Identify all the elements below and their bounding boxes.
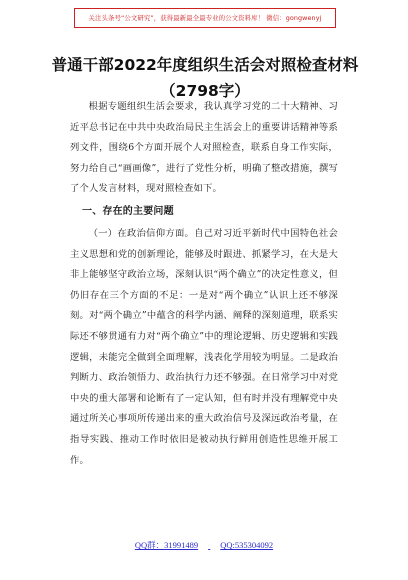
promo-banner: 关注头条号“公文研究”，获得最新最全最专业的公文资料库！ 微信：gongwenyj (74, 8, 336, 28)
qq-contact-link[interactable]: QQ:535304092 (220, 540, 274, 550)
footer-contact (0, 539, 408, 557)
document-body (70, 97, 338, 471)
document-title: 普通干部2022年度组织生活会对照检查材料（2798字） (51, 56, 359, 100)
section-heading: 一、存在的主要问题 (82, 205, 174, 217)
body-paragraph: （一）在政治信仰方面。自己对习近平新时代中国特色社会主义思想和党的创新理论，能够及时跟进、抓紧学习，在大是大非上能够坚守政治立场，深刻认识“两个确立”的决定性意义，但仍旧存在三个方面的不足：一是对“两个确立”认识上还不够深刻。对“两个确立”中蕴含的科学内涵、阐释的深刻道理，联系实际还不够贯通有力对“两个确立”中的理论逻辑、历史逻辑和实践逻辑，未能完全做到全面理解，浅表化学用较为明显。二是政治判断力、政治领悟力、政治执行力还不够强。在日常学习中对党中央的重大部署和论断有了一定认知，但有时并没有理解党中央通过所关心事项所传递出来的重大政治信号及深远政治考量，在指导实践、推动工作时依旧是被动执行鲜用创造性思维开展工作。 (70, 227, 338, 466)
intro-paragraph: 根据专题组织生活会要求，我认真学习党的二十大精神、习近平总书记在中共中央政治局民主生活会上的重要讲话精神等系列文件，围绕6个方面开展个人对照检查，联系自身工作实际，努力给自己“画画像”，进行了党性分析，明确了整改措施，撰写了个人发言材料，现对照检查如下。 (70, 101, 338, 195)
qq-group-link[interactable]: QQ群：31991489 (134, 540, 199, 550)
